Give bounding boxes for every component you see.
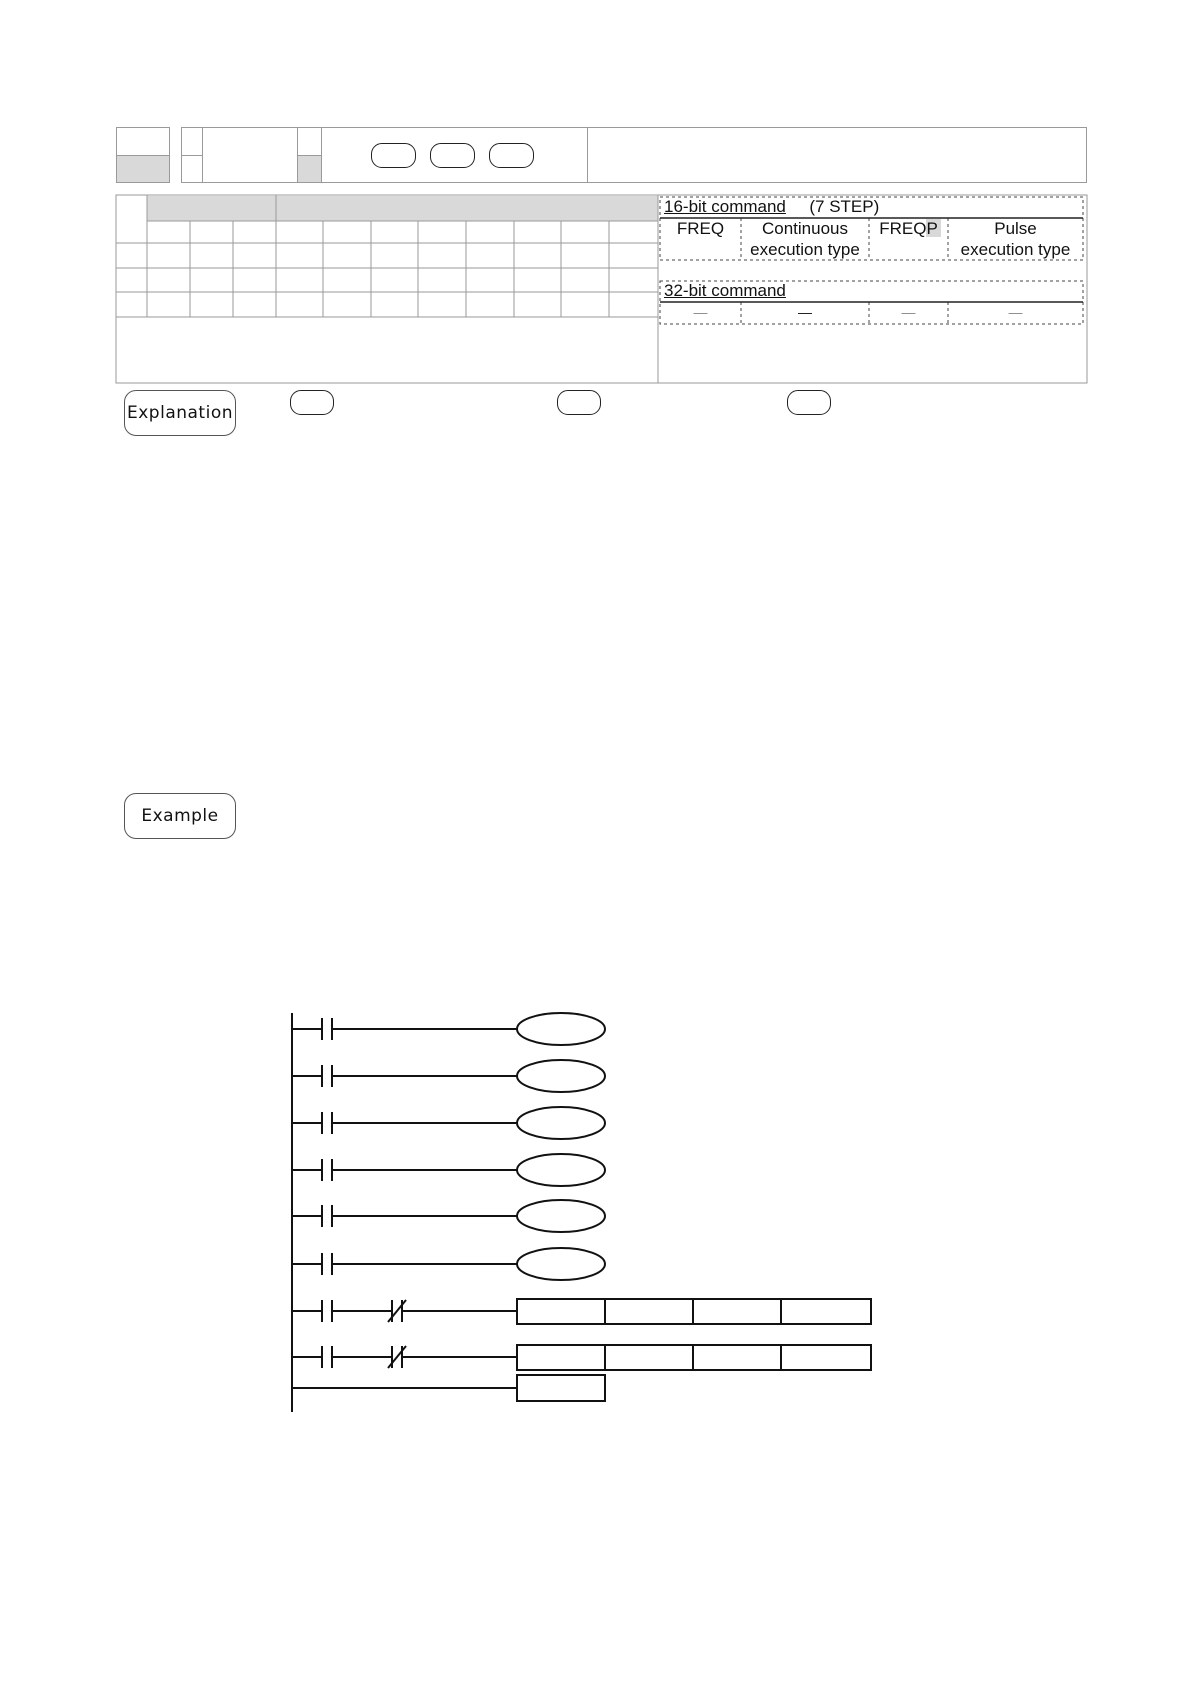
- cmd32-cell-1: —: [693, 304, 708, 320]
- ladder-rung-8: [292, 1345, 871, 1370]
- ladder-rung-6: [292, 1248, 605, 1280]
- ladder-rung-4: [292, 1154, 605, 1186]
- cmd16-type-pulse-line2: execution type: [960, 240, 1071, 259]
- cmd16-type-continuous-line2: execution type: [750, 240, 860, 259]
- cmd16-name-freq: FREQ: [676, 219, 725, 238]
- ladder-rung-7: [292, 1299, 871, 1324]
- example-tag: Example: [124, 793, 236, 839]
- cmd16-label: 16-bit command: [664, 197, 786, 216]
- ladder-rung-2: [292, 1060, 605, 1092]
- cmd16-steps: (7 STEP): [809, 197, 880, 216]
- cmd32-cell-2: —: [798, 304, 812, 320]
- ladder-rung-3: [292, 1107, 605, 1139]
- cmd16-type-pulse-line1: Pulse: [994, 219, 1037, 238]
- ladder-rung-1: [292, 1013, 605, 1045]
- ladder-rung-5: [292, 1200, 605, 1232]
- cmd32-label: 32-bit command: [664, 281, 786, 300]
- cmd16-name-freqp: FREQP: [879, 219, 938, 238]
- cmd16-type-continuous-line1: Continuous: [761, 219, 848, 238]
- cmd32-cell-3: —: [901, 304, 916, 320]
- cmd32-cell-4: —: [1008, 304, 1023, 320]
- explanation-tag: Explanation: [124, 390, 236, 436]
- ladder-rung-9: [292, 1375, 605, 1401]
